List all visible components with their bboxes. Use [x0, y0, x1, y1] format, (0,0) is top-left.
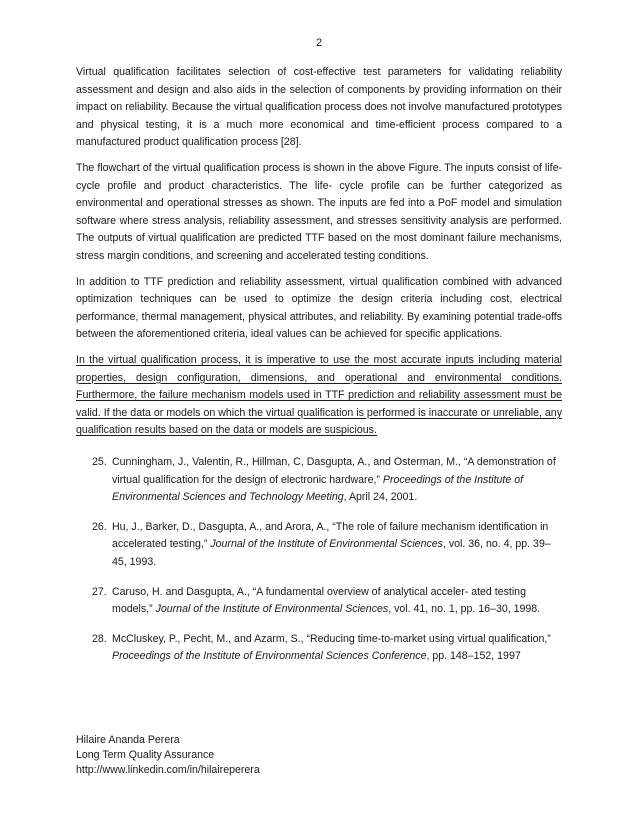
reference-list	[92, 454, 562, 678]
reference-number: 26.	[92, 520, 107, 533]
reference-text: McCluskey, P., Pecht, M., and Azarm, S., “Reducing time-to-market using virtual qualification,” Proceedings of the Institute of Environmental Sciences Conference, pp. 148–152, 1997	[112, 632, 551, 663]
footer-author: Hilaire Ananda Perera	[76, 734, 180, 746]
reference-item	[92, 631, 562, 666]
page-number: 2	[315, 37, 323, 49]
reference-source: Journal of the Institute of Environmental Sciences	[155, 603, 389, 616]
paragraph-accurate-inputs-warning: In the virtual qualification process, it is imperative to use the most accurate inputs including material properties, design configuration, dimensions, and operational and environmental conditions. Furthermore, the failure mechanism models used in TTF prediction and reliability assessment must be valid. If the data or models on which the virtual qualification is performed is inaccurate or unreliable, any qualification results based on the data or models are suspicious.	[76, 353, 562, 437]
paragraph-optimization: In addition to TTF prediction and reliability assessment, virtual qualification combined with advanced optimization techniques can be used to optimize the design criteria including cost, electrical performance, thermal management, physical attributes, and reliability. By examining potential trade-offs between the aforementioned criteria, ideal values can be achieved for specific applications.	[76, 275, 562, 341]
footer-url[interactable]: http://www.linkedin.com/in/hilaireperera	[76, 764, 260, 776]
reference-source: Proceedings of the Institute of Environmental Sciences and Technology Meeting	[112, 473, 524, 504]
reference-text: Caruso, H. and Dasgupta, A., “A fundamental overview of analytical acceler- ated testing models,” Journal of the Institute of Environmental Sciences, vol. 41, no. 1, pp. 16–30, 1998.	[112, 585, 541, 616]
reference-text: Cunningham, J., Valentin, R., Hillman, C, Dasgupta, A., and Osterman, M., “A demonstration of virtual qualification for the design of electronic hardware,” Proceedings of the Institute of Environmental Sciences and Technology Meeting, April 24, 2001.	[112, 456, 556, 504]
reference-number: 25.	[92, 456, 107, 468]
reference-number: 27.	[92, 585, 107, 598]
footer-title: Long Term Quality Assurance	[76, 749, 215, 761]
footer	[76, 733, 260, 778]
paragraph-virtual-qualification-benefits: Virtual qualification facilitates selection of cost-effective test parameters for validating reliability assessment and design and also aids in the selection of components by providing information on their impact on reliability. Because the virtual qualification process does not involve manufactured prototypes and physical testing, it is a much more economical and time-efficient process compared to a manufactured product qualification process [28].	[76, 66, 562, 149]
reference-item	[92, 454, 562, 507]
reference-item	[92, 584, 562, 619]
reference-source: Proceedings of the Institute of Environmental Sciences Conference	[112, 650, 427, 663]
reference-source: Journal of the Institute of Environmental Sciences	[210, 538, 443, 551]
reference-number: 28.	[92, 632, 107, 645]
paragraph-flowchart-description: The flowchart of the virtual qualification process is shown in the above Figure. The inputs consist of life-cycle profile and product characteristics. The life- cycle profile can be further categorized as environmental and operational stresses as shown. The inputs are fed into a PoF model and simulation software where stress analysis, reliability assessment, and stresses sensitivity analysis are performed. The outputs of virtual qualification are predicted TTF based on the most dominant failure mechanisms, stress margin conditions, and screening and accelerated testing conditions.	[76, 161, 562, 262]
reference-text: Hu, J., Barker, D., Dasgupta, A., and Arora, A., “The role of failure mechanism identification in accelerated testing,” Journal of the Institute of Environmental Sciences, vol. 36, no. 4, pp. 39–45, 1993.	[112, 520, 551, 568]
body-text	[76, 64, 562, 448]
reference-item	[92, 519, 562, 572]
